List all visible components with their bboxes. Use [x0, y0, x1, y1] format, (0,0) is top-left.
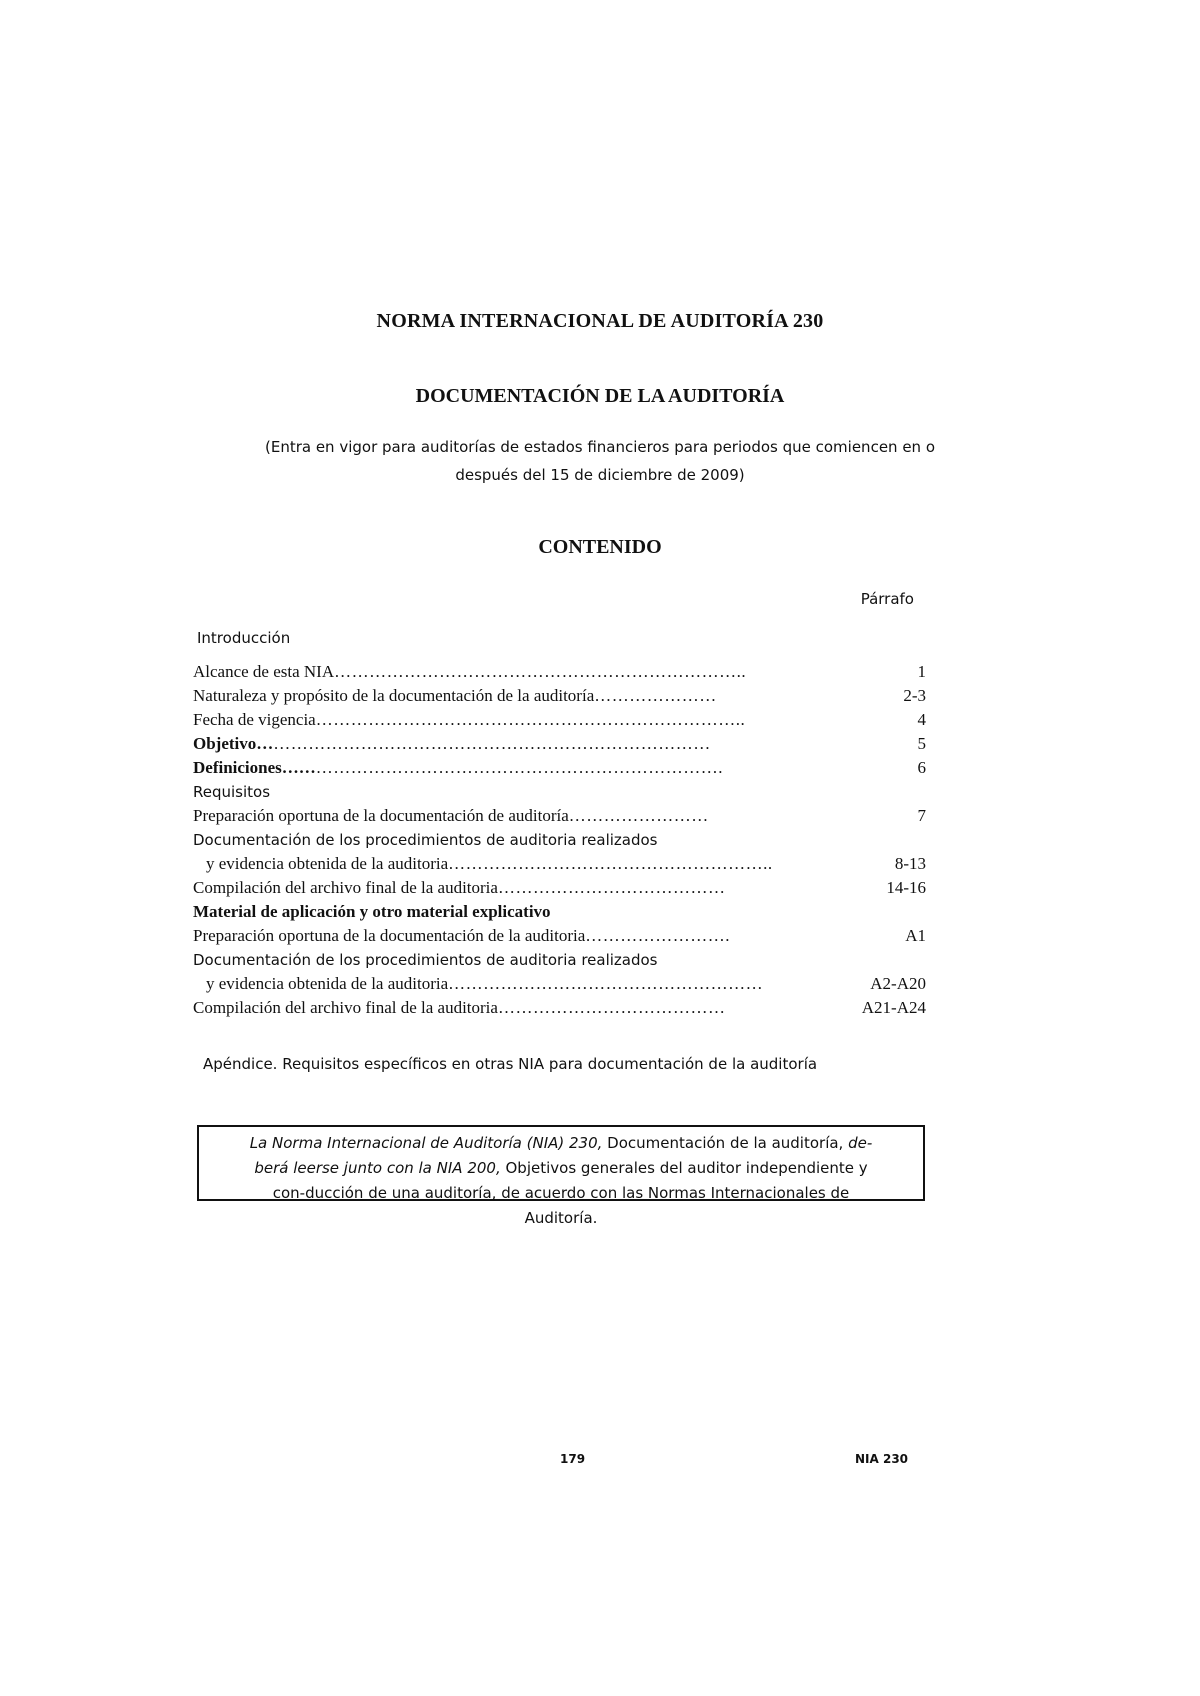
intro-heading: Introducción [197, 629, 291, 647]
table-of-contents [193, 660, 926, 1020]
toc-item-number: 7 [917, 806, 926, 825]
toc-item-number: A2-A20 [870, 974, 926, 993]
toc-item[interactable] [193, 732, 926, 756]
reading-note-text [199, 1127, 923, 1231]
toc-item-leader: ………………………………………………………………… [273, 734, 711, 753]
reading-note-italic-2: de-berá leerse junto con la NIA 200, [254, 1134, 873, 1177]
document-subtitle: DOCUMENTACIÓN DE LA AUDITORÍA [415, 385, 785, 407]
toc-item[interactable] [193, 708, 926, 732]
effective-date-note [150, 433, 1050, 489]
toc-section-heading [193, 780, 926, 804]
toc-item-label: Documentación de los procedimientos de auditoria realizados [193, 831, 658, 849]
toc-heading-label: Material de aplicación y otro material explicativo [193, 902, 551, 921]
reading-note-box [197, 1125, 925, 1227]
toc-item-leader: ……………………. [585, 926, 731, 945]
toc-item-leader: ……………………………………………………………. [315, 758, 724, 777]
toc-item-number: 5 [917, 734, 926, 753]
toc-item-number: 1 [917, 662, 926, 681]
toc-item-number: 2-3 [903, 686, 926, 705]
paragraph-column-header: Párrafo [860, 590, 914, 608]
toc-item-label: Documentación de los procedimientos de auditoria realizados [193, 951, 658, 969]
toc-item-first-line [193, 828, 926, 852]
toc-item-number: 4 [917, 710, 926, 729]
page-number: 179 [560, 1452, 586, 1466]
toc-section-heading [193, 900, 926, 924]
toc-item-leader: ………………………………… [497, 998, 726, 1017]
toc-item-leader: ………………… [594, 686, 717, 705]
toc-heading-label: Requisitos [193, 783, 271, 801]
reading-note-text-2: Objetivos generales del auditor independiente y con-ducción de una auditoría, de acuerdo con las Normas Internacionales de Auditoría. [272, 1159, 868, 1227]
toc-item[interactable] [193, 684, 926, 708]
effective-date-line-1: (Entra en vigor para auditorías de estados financieros para periodos que comiencen en o [264, 438, 935, 456]
toc-item-label: Compilación del archivo final de la auditoria [193, 878, 498, 897]
toc-item-label: Compilación del archivo final de la auditoria [193, 998, 498, 1017]
toc-item-first-line [193, 948, 926, 972]
toc-item[interactable] [193, 996, 926, 1020]
toc-item-leader: ……………………………………………… [448, 974, 764, 993]
toc-item-leader: ……………………………………………….. [448, 854, 773, 873]
toc-item[interactable] [193, 876, 926, 900]
toc-item[interactable] [193, 924, 926, 948]
toc-item-label: y evidencia obtenida de la auditoria [206, 854, 449, 873]
toc-item-label: Preparación oportuna de la documentación de auditoría [193, 806, 569, 825]
toc-item-leader: ………………………………… [497, 878, 726, 897]
toc-item[interactable] [193, 972, 926, 996]
toc-item[interactable] [193, 660, 926, 684]
toc-item-label: Fecha de vigencia [193, 710, 316, 729]
toc-item[interactable] [193, 756, 926, 780]
toc-item-label: Definiciones…… [193, 758, 316, 777]
toc-item-leader: …………………………………………………………….. [334, 662, 747, 681]
reading-note-italic-1: La Norma Internacional de Auditoría (NIA) 230, [249, 1134, 603, 1152]
toc-item-number: A1 [905, 926, 926, 945]
toc-item[interactable] [193, 852, 926, 876]
toc-item-label: Alcance de esta NIA [193, 662, 335, 681]
toc-item-label: Objetivo… [193, 734, 274, 753]
toc-item-leader: ……………………………………………………………….. [315, 710, 746, 729]
footer-standard-code: NIA 230 [855, 1452, 909, 1466]
toc-item-number: A21-A24 [861, 998, 926, 1017]
toc-item-label: Preparación oportuna de la documentación de la auditoria [193, 926, 586, 945]
appendix-reference: Apéndice. Requisitos específicos en otras NIA para documentación de la auditoría [203, 1055, 818, 1073]
reading-note-text-1: Documentación de la auditoría, [602, 1134, 844, 1152]
toc-item-number: 6 [917, 758, 926, 777]
toc-item-leader: …………………… [568, 806, 709, 825]
contents-heading: CONTENIDO [538, 536, 662, 558]
toc-item-label: Naturaleza y propósito de la documentación de la auditoría [193, 686, 595, 705]
toc-item-number: 14-16 [886, 878, 926, 897]
toc-item-label: y evidencia obtenida de la auditoria [206, 974, 449, 993]
document-title: NORMA INTERNACIONAL DE AUDITORÍA 230 [376, 310, 824, 332]
toc-item[interactable] [193, 804, 926, 828]
effective-date-line-2: después del 15 de diciembre de 2009) [455, 466, 745, 484]
toc-item-number: 8-13 [894, 854, 926, 873]
